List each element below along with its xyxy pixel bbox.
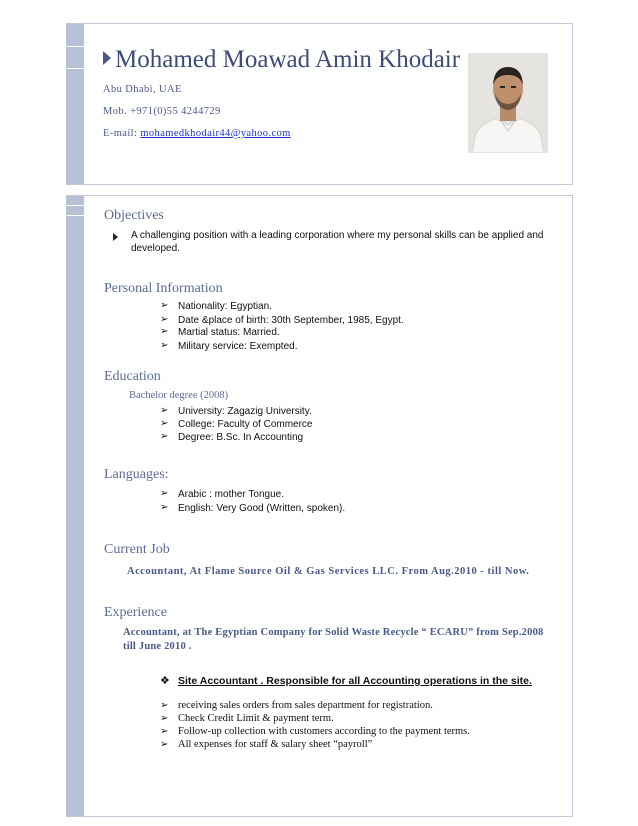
section-title-current-job: Current Job — [104, 542, 170, 557]
section-title-personal: Personal Information — [104, 281, 223, 296]
email-label: E-mail: — [103, 128, 138, 139]
arrow-bullet-icon: ➢ — [160, 700, 169, 711]
education-degree: Bachelor degree (2008) — [129, 390, 229, 401]
arrow-bullet-icon: ➢ — [160, 431, 169, 442]
experience-role: Site Accountant . Responsible for all Accounting operations in the site. — [178, 675, 532, 687]
location: Abu Dhabi, UAE — [103, 84, 182, 95]
education-item: College: Faculty of Commerce — [178, 419, 313, 430]
experience-item: Follow-up collection with customers according to the payment terms. — [178, 726, 470, 737]
language-item: Arabic : mother Tongue. — [178, 489, 284, 500]
education-item: University: Zagazig University. — [178, 406, 312, 417]
section-title-education: Education — [104, 369, 161, 384]
triangle-icon — [103, 51, 111, 65]
arrow-bullet-icon: ➢ — [160, 502, 169, 513]
arrow-bullet-icon: ➢ — [160, 340, 169, 351]
personal-item: Date &place of birth: 30th September, 1985, Egypt. — [178, 315, 404, 326]
experience-item: All expenses for staff & salary sheet “payroll” — [178, 739, 373, 750]
personal-item: Nationality: Egyptian. — [178, 301, 272, 312]
arrow-bullet-icon: ➢ — [160, 405, 169, 416]
section-title-experience: Experience — [104, 605, 167, 620]
experience-item: Check Credit Limit & payment term. — [178, 713, 334, 724]
arrow-bullet-icon: ➢ — [160, 300, 169, 311]
section-title-objectives: Objectives — [104, 208, 164, 223]
arrow-bullet-icon: ➢ — [160, 418, 169, 429]
personal-item: Martial status: Married. — [178, 327, 280, 338]
email-line — [103, 128, 291, 139]
education-item: Degree: B.Sc. In Accounting — [178, 432, 304, 443]
diamond-bullet-icon: ❖ — [160, 675, 170, 687]
arrow-bullet-icon: ➢ — [160, 314, 169, 325]
email-link[interactable]: mohamedkhodair44@yahoo.com — [140, 128, 291, 139]
personal-item: Military service: Exempted. — [178, 341, 298, 352]
profile-photo — [468, 53, 548, 153]
experience-item: receiving sales orders from sales department for registration. — [178, 700, 433, 711]
objectives-text-line1: A challenging position with a leading corporation where my personal skills can be applied and — [131, 230, 544, 241]
experience-position-line2: till June 2010 . — [123, 641, 192, 652]
experience-position-line1: Accountant, at The Egyptian Company for Solid Waste Recycle “ ECARU” from Sep.2008 — [123, 627, 544, 638]
mobile: Mob. +971(0)55 4244729 — [103, 106, 221, 117]
candidate-name — [103, 46, 460, 74]
arrow-bullet-icon: ➢ — [160, 726, 169, 737]
arrow-bullet-icon: ➢ — [160, 488, 169, 499]
current-job-text: Accountant, At Flame Source Oil & Gas Services LLC. From Aug.2010 - till Now. — [127, 566, 530, 577]
arrow-bullet-icon: ➢ — [160, 713, 169, 724]
language-item: English: Very Good (Written, spoken). — [178, 503, 346, 514]
arrow-bullet-icon: ➢ — [160, 326, 169, 337]
triangle-bullet-icon — [113, 233, 118, 244]
profile-photo-image — [468, 53, 548, 153]
arrow-bullet-icon: ➢ — [160, 739, 169, 750]
objectives-text-line2: developed. — [131, 243, 180, 254]
section-title-languages: Languages: — [104, 467, 169, 482]
candidate-name-text: Mohamed Moawad Amin Khodair — [115, 46, 461, 73]
